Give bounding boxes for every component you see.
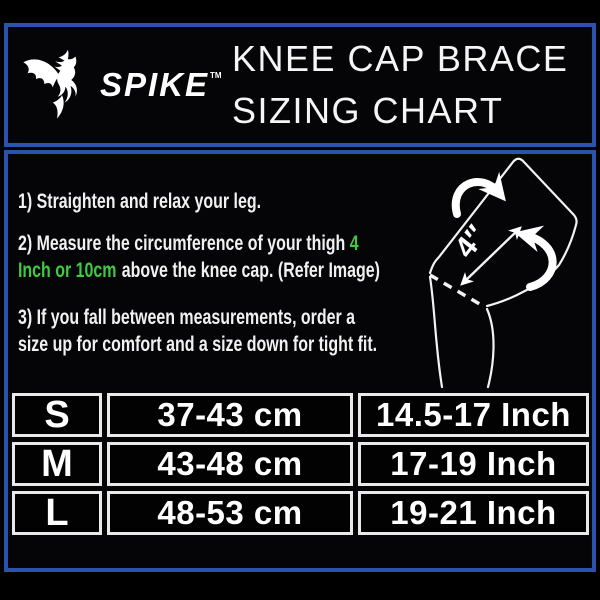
trademark-symbol: TM — [210, 71, 222, 80]
instruction-step-1: 1) Straighten and relax your leg. — [18, 190, 262, 213]
title-line-1: KNEE CAP BRACE — [232, 38, 569, 79]
size-table — [12, 393, 589, 540]
inch-range: 17-19 Inch — [358, 442, 589, 486]
table-row-s — [12, 393, 589, 437]
measurement-label: 4″ — [448, 219, 494, 265]
header — [4, 23, 596, 147]
title-line-2: SIZING CHART — [232, 90, 504, 131]
cm-range: 37-43 cm — [107, 393, 353, 437]
dragon-icon — [20, 46, 104, 124]
highlight-measure-value: 4 — [349, 232, 359, 255]
inch-range: 19-21 Inch — [358, 491, 589, 535]
brand-name: SPIKE™ — [100, 66, 222, 103]
size-label: M — [12, 442, 102, 486]
table-row-l — [12, 491, 589, 535]
brand-logo — [20, 46, 220, 124]
size-label: L — [12, 491, 102, 535]
main-panel — [4, 150, 596, 572]
lower-leg-left-line — [430, 277, 442, 387]
cm-range: 43-48 cm — [107, 442, 353, 486]
inch-range: 14.5-17 Inch — [358, 393, 589, 437]
thigh-outline — [430, 159, 577, 306]
knee-measurement-diagram — [411, 154, 592, 399]
table-row-m — [12, 442, 589, 486]
kneecap-dashed-line — [430, 275, 483, 306]
highlight-measure-value-2: Inch or 10cm — [18, 259, 117, 282]
instruction-step-3: 3) If you fall between measurements, order a size up for comfort and a size down for tight fit. — [18, 306, 378, 356]
page-title — [220, 33, 592, 137]
instruction-step-2: 2) Measure the circumference of your thigh 4 Inch or 10cm above the knee cap. (Refer Image) — [18, 232, 380, 282]
wrap-arrow-right — [525, 235, 553, 287]
lower-leg-right-line — [487, 309, 494, 387]
size-label: S — [12, 393, 102, 437]
cm-range: 48-53 cm — [107, 491, 353, 535]
